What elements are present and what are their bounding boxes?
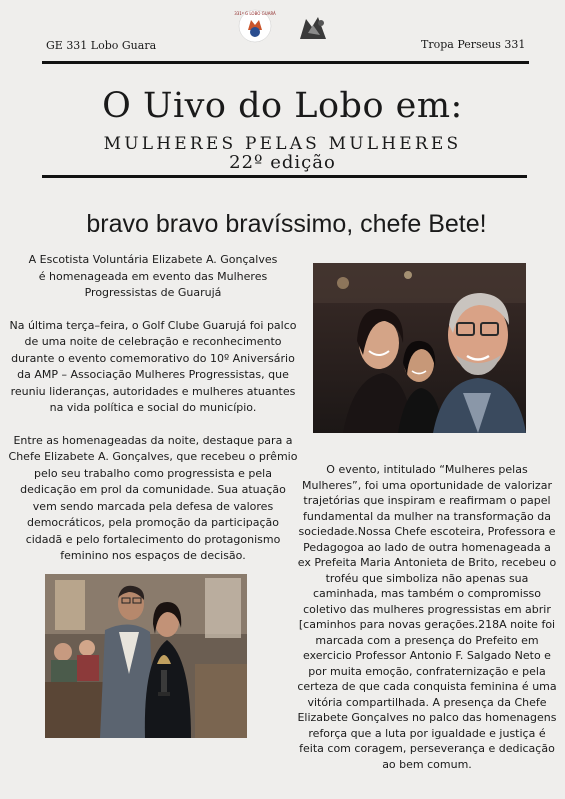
group-name: GE 331 Lobo Guara: [46, 39, 157, 52]
top-divider: [42, 61, 529, 64]
award-photo: [45, 574, 247, 738]
edition-number: 22º edição: [229, 152, 336, 173]
article-paragraph-2: Entre as homenageadas da noite, destaque para a Chefe Elizabete A. Gonçalves, que recebeu o prêmio pelo seu trabalho como progressista e pela dedicação em prol da comunidade. Sua atuação vem sendo marcada pela defesa de valores democráticos, pela promoção da participação cidadã e pelo fortalecimento do protagonismo feminino nos espaços de decisão.: [8, 433, 298, 562]
article-left-column: [8, 252, 298, 581]
article-headline: bravo bravo bravíssimo, chefe Bete!: [86, 210, 487, 238]
article-paragraph-3: O evento, intitulado “Mulheres pelas Mulheres”, foi uma oportunidade de valorizar trajetórias que inspiram e reafirmam o papel fundamental da mulher na transformação da sociedade.Nossa Chefe escoteira, Professora e Pedagogoa ao lado de outra homenageada a ex Prefeita Maria Antonieta de Brito, recebeu o troféu que simboliza não apenas sua caminhada, mas também o compromisso coletivo das mulheres progressistas em abrir [caminhos para novas gerações.218A noite foi marcada com a presença do Prefeito em exercicio Professor Antonio F. Salgado Neto e por muita emoção, confraternização e pela certeza de que cada conquista feminina é uma vitória compartilhada. A presença da Chefe Elizabete Gonçalves no palco das homenagens reforça que a luta por igualdade e justiça é feita com coragem, perseverança e dedicação ao bem comum.: [297, 463, 557, 771]
event-photo-group: [313, 263, 526, 433]
article-right-column: [296, 462, 558, 772]
wolf-emblem-icon: [296, 13, 330, 43]
group-logo: [232, 8, 278, 44]
newsletter-title: O Uivo do Lobo em:: [102, 86, 463, 126]
troop-name: Tropa Perseus 331: [421, 38, 526, 51]
svg-text:331º G LOBO GUARÁ: 331º G LOBO GUARÁ: [234, 11, 276, 16]
newsletter-subtitle: MULHERES PELAS MULHERES: [103, 134, 462, 154]
bottom-divider: [42, 175, 527, 178]
article-paragraph-1: Na última terça–feira, o Golf Clube Guarujá foi palco de uma noite de celebração e reconhecimento durante o evento comemorativo do 10º Aniversário da AMP – Associação Mulheres Progressistas, que reuniu lideranças, autoridades e mulheres atuantes na vida política e social do município.: [9, 318, 297, 414]
article-lead: A Escotista Voluntária Elizabete A. Gonçalves é homenageada em evento das Mulheres Progressistas de Guarujá: [28, 253, 278, 299]
